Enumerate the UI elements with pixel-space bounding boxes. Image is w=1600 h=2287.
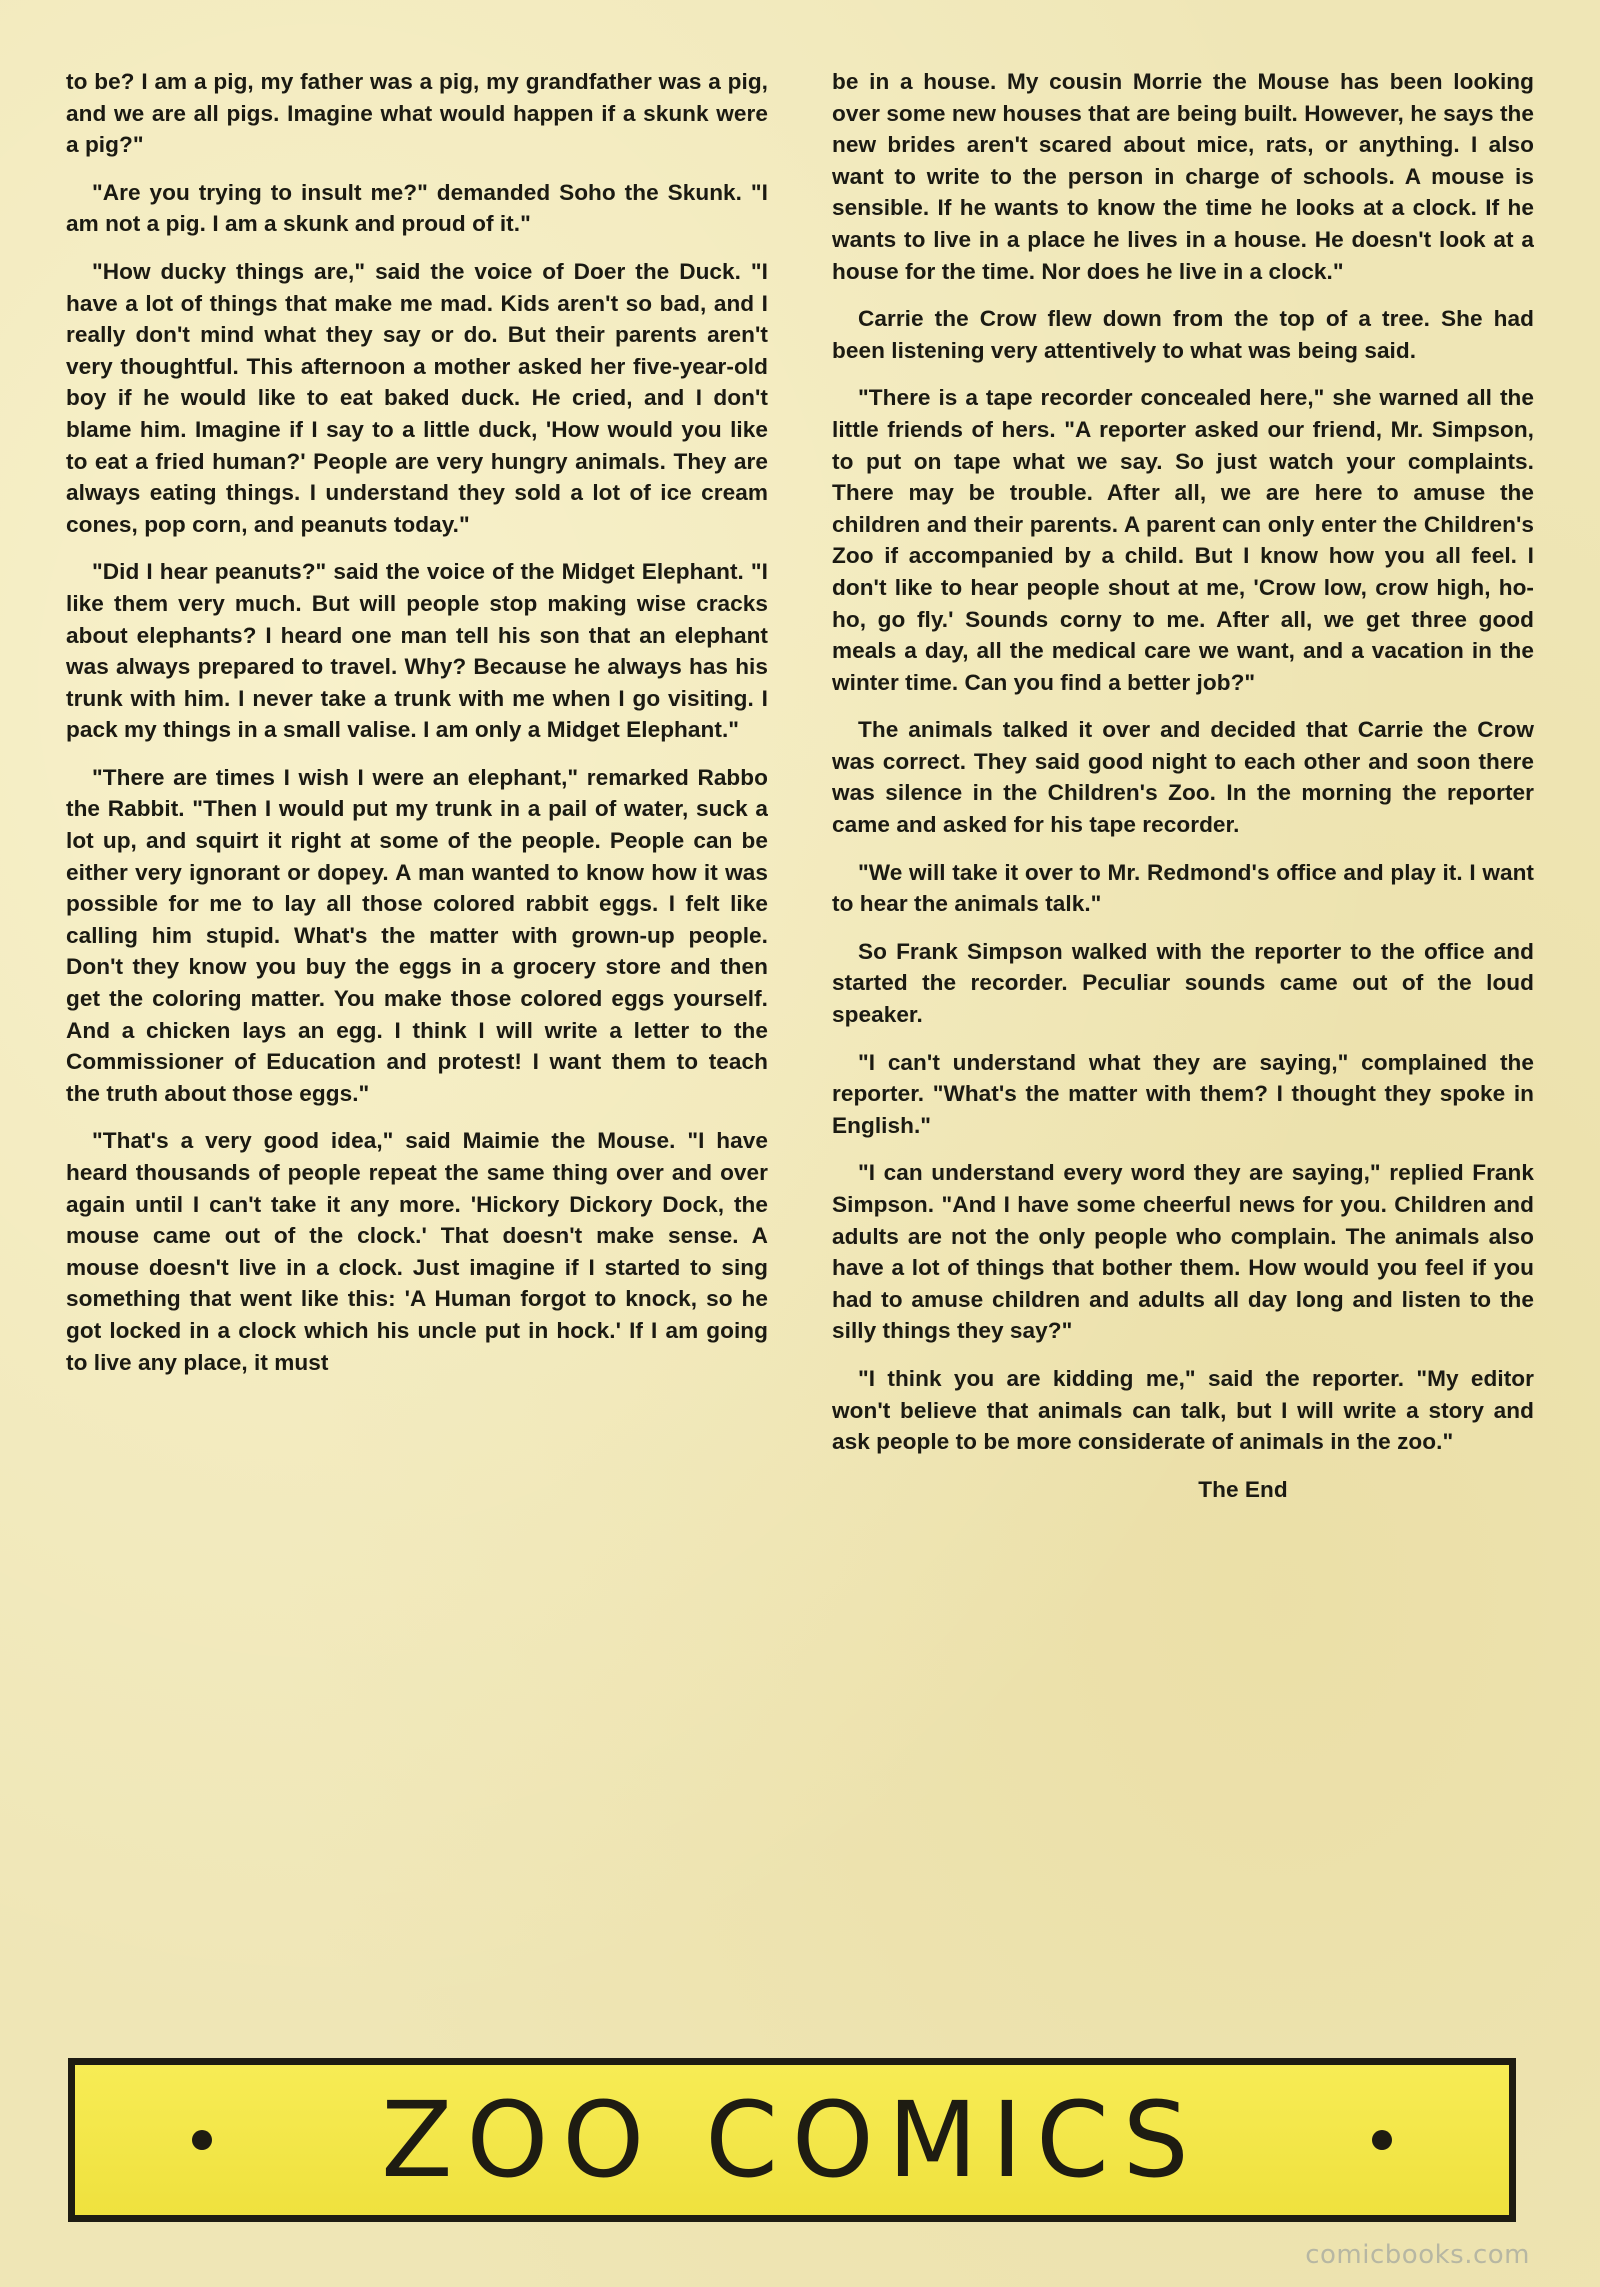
site-watermark: comicbooks.com <box>1305 2240 1530 2270</box>
story-paragraph: "How ducky things are," said the voice of Doer the Duck. "I have a lot of things that make me mad. Kids aren't so bad, and I really don't mind what they say or do. But their parents aren't very thoughtful. This afternoon a mother asked her five-year-old boy if he would like to eat baked duck. He cried, and I don't blame him. Imagine if I say to a little duck, 'How would you like to eat a fried human?' People are very hungry animals. They are always eating things. I understand they sold a lot of ice cream cones, pop corn, and peanuts today." <box>66 258 768 537</box>
story-paragraph: "I can understand every word they are saying," replied Frank Simpson. "And I have some cheerful news for you. Children and adults are not the only people who complain. The animals also have a lot of things that bother them. How would you feel if you had to amuse children and adults all day long and listen to the silly things they say?" <box>832 1160 1534 1344</box>
story-paragraph: "That's a very good idea," said Maimie the Mouse. "I have heard thousands of people repeat the same thing over and over again until I can't take it any more. 'Hickory Dickory Dock, the mouse came out of the clock.' That doesn't make sense. A mouse doesn't live in a clock. Just imagine if I started to sing something that went like this: 'A Human forgot to knock, so he got locked in a clock which his uncle put in hock.' If I am going to live any place, it must <box>66 1128 768 1375</box>
left-text-column <box>66 66 768 2016</box>
story-paragraph: The animals talked it over and decided that Carrie the Crow was correct. They said good night to each other and soon there was silence in the Children's Zoo. In the morning the reporter came and asked for his tape recorder. <box>832 717 1534 838</box>
story-paragraph: to be? I am a pig, my father was a pig, my grandfather was a pig, and we are all pigs. Imagine what would happen if a skunk were a pig?" <box>66 69 768 158</box>
bullet-dot-icon <box>1372 2130 1392 2150</box>
story-paragraph: So Frank Simpson walked with the reporter to the office and started the recorder. Peculiar sounds came out of the loud speaker. <box>832 938 1534 1028</box>
story-paragraph: "There are times I wish I were an elephant," remarked Rabbo the Rabbit. "Then I would put my trunk in a pail of water, suck a lot up, and squirt it right at some of the people. People can be either very ignorant or dopey. A man wanted to know how it was possible for me to lay all those colored rabbit eggs. I felt like calling him stupid. What's the matter with grown-up people. Don't they know you buy the eggs in a grocery store and then get the coloring matter. You make those colored eggs yourself. And a chicken lays an egg. I think I will write a letter to the Commissioner of Education and protest! I want them to teach the truth about those eggs." <box>66 764 768 1106</box>
right-text-column <box>832 66 1534 2016</box>
the-end-label: The End <box>1198 1476 1288 1502</box>
story-paragraph: Carrie the Crow flew down from the top of a tree. She had been listening very attentively to what was being said. <box>832 306 1534 363</box>
story-paragraph: "I think you are kidding me," said the reporter. "My editor won't believe that animals can talk, but I will write a story and ask people to be more considerate of animals in the zoo." <box>832 1365 1534 1455</box>
bullet-dot-icon <box>192 2130 212 2150</box>
story-paragraph: "Are you trying to insult me?" demanded Soho the Skunk. "I am not a pig. I am a skunk and proud of it." <box>66 179 768 237</box>
story-paragraph: "Did I hear peanuts?" said the voice of the Midget Elephant. "I like them very much. But will people stop making wise cracks about elephants? I heard one man tell his son that an elephant was always prepared to travel. Why? Because he always has his trunk with him. I never take a trunk with me when I go visiting. I pack my things in a small valise. I am only a Midget Elephant." <box>66 559 768 743</box>
story-paragraph: "There is a tape recorder concealed here," she warned all the little friends of hers. "A reporter asked our friend, Mr. Simpson, to put on tape what we say. So just watch your complaints. There may be trouble. After all, we are here to amuse the children and their parents. A parent can only enter the Children's Zoo if accompanied by a child. But I know how you all feel. I don't like to hear people shout at me, 'Crow low, crow high, ho-ho, go fly.' Sounds corny to me. After all, we get three good meals a day, all the medical care we want, and a vacation in the winter time. Can you find a better job?" <box>832 385 1534 695</box>
story-columns <box>66 66 1534 2016</box>
banner-content <box>192 2079 1392 2201</box>
story-paragraph: "We will take it over to Mr. Redmond's office and play it. I want to hear the animals talk." <box>832 859 1534 917</box>
story-paragraph: "I can't understand what they are saying," complained the reporter. "What's the matter with them? I thought they spoke in English." <box>832 1049 1534 1138</box>
story-paragraph: be in a house. My cousin Morrie the Mouse has been looking over some new houses that are being built. However, he says the new brides aren't scared about mice, rats, or anything. I also want to write to the person in charge of schools. A mouse is sensible. If he wants to know the time he looks at a clock. If he wants to live in a place he lives in a house. He doesn't look at a house for the time. Nor does he live in a clock." <box>832 69 1534 284</box>
zoo-comics-banner <box>68 2058 1516 2222</box>
banner-title: ZOO COMICS <box>381 2079 1203 2201</box>
